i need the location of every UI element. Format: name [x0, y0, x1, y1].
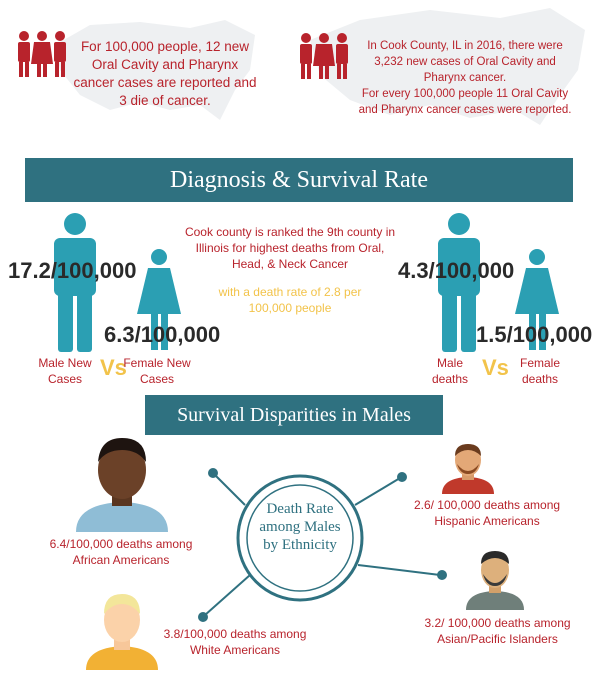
- male-cases-rate: 17.2/100,000: [8, 258, 137, 283]
- male-cases-label: Male New Cases: [38, 356, 92, 386]
- asian-pacific-stat: 3.2/ 100,000 deaths among Asian/Pacific Islanders: [424, 616, 571, 646]
- people-group-icon: [14, 30, 70, 80]
- white-american-avatar: [82, 590, 162, 670]
- male-deaths-label: Male deaths: [431, 356, 469, 386]
- hispanic-american-avatar: [440, 442, 496, 494]
- female-cases-rate: 6.3/100,000: [104, 322, 221, 347]
- connector-african: [215, 475, 245, 505]
- death-rate-text: with a death rate of 2.8 per 100,000 people: [218, 285, 362, 315]
- female-deaths-rate: 1.5/100,000: [476, 322, 593, 347]
- female-cases-label: Female New Cases: [123, 356, 191, 386]
- white-american-stat: 3.8/100,000 deaths among White Americans: [163, 627, 307, 657]
- connector-white: [205, 575, 250, 615]
- connector-hispanic: [355, 478, 400, 505]
- vs-label-cases: Vs: [100, 355, 127, 380]
- connector-asian: [358, 565, 440, 575]
- top-right-stat: [355, 38, 575, 118]
- male-deaths-rate: 4.3/100,000: [398, 258, 515, 283]
- top-right-stat-text-1: In Cook County, IL in 2016, there were 3,232 new cases of Oral Cavity and Pharynx cancer.: [367, 40, 563, 84]
- african-american-avatar: [68, 432, 176, 532]
- african-american-stat: 6.4/100,000 deaths among African Americans: [49, 537, 193, 567]
- female-deaths-label: Female deaths: [519, 356, 560, 386]
- top-left-stat-text: For 100,000 people, 12 new Oral Cavity and Pharynx cancer cases are reported and 3 die of cancer.: [73, 39, 257, 108]
- top-right-stat-text-2: For every 100,000 people 11 Oral Cavity and Pharynx cancer cases were reported.: [358, 88, 572, 116]
- vs-label-deaths: Vs: [482, 355, 509, 380]
- diagnosis-banner: Diagnosis & Survival Rate: [25, 158, 573, 202]
- disparities-banner: Survival Disparities in Males: [145, 395, 443, 435]
- hispanic-american-stat: 2.6/ 100,000 deaths among Hispanic Americans: [413, 498, 561, 528]
- center-circle-label: Death Rate among Males by Ethnicity: [259, 501, 341, 553]
- county-rank-text: Cook county is ranked the 9th county in Illinois for highest deaths from Oral, Head, & Neck Cancer: [184, 225, 396, 271]
- people-group-icon-right: [296, 32, 352, 82]
- asian-pacific-avatar: [464, 548, 526, 610]
